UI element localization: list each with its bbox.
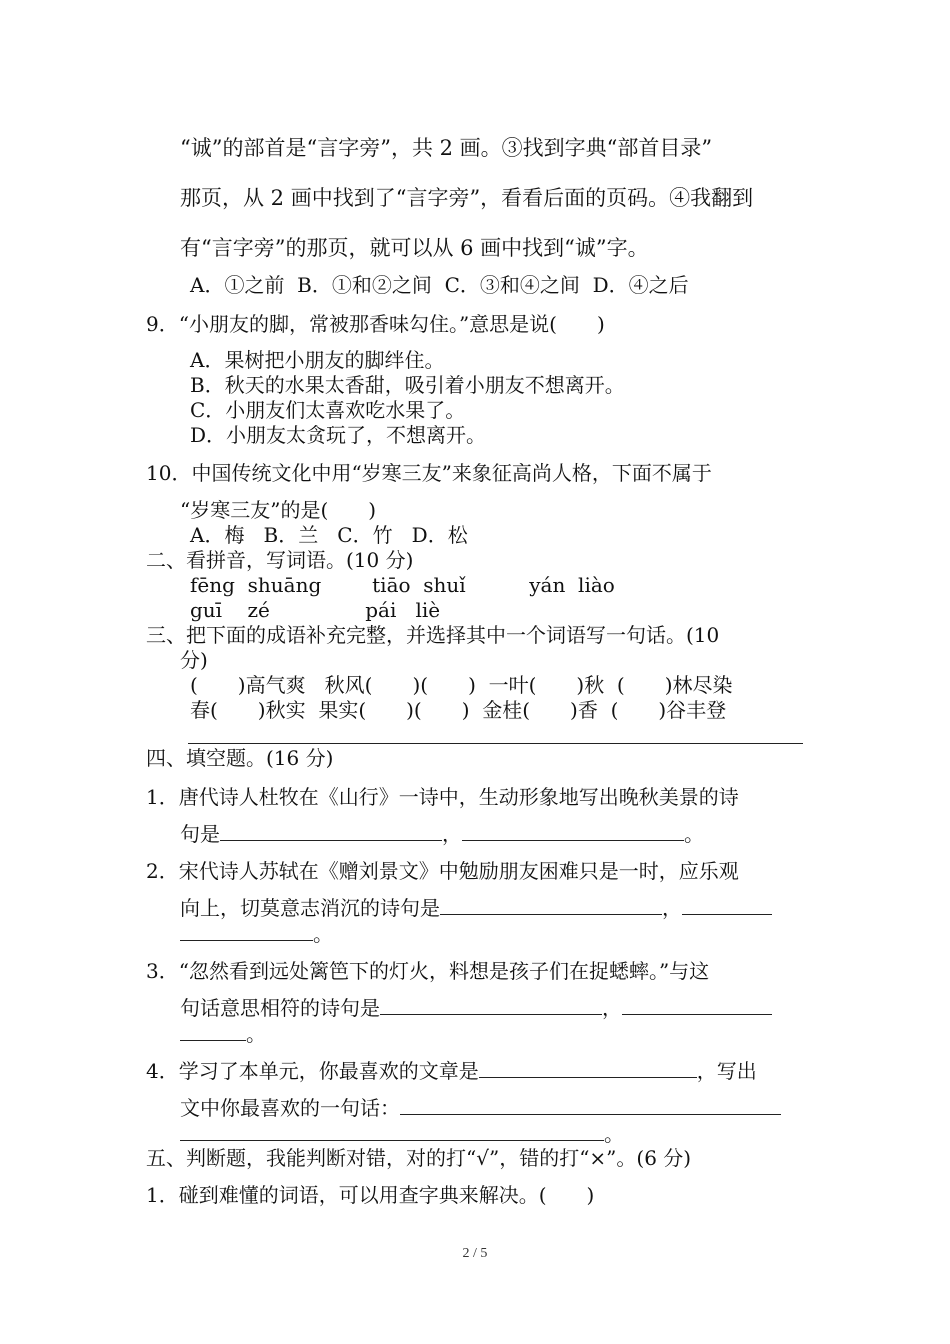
s4-q2-blank-1[interactable] <box>440 896 662 915</box>
q10-stem-line-2: “岁寒三友”的是( ) <box>180 498 377 522</box>
s4-q3-blank-1[interactable] <box>380 996 602 1015</box>
s4-q4-blank-2-cont[interactable] <box>180 1122 604 1141</box>
s4-q4-period: 。 <box>604 1122 624 1146</box>
s4-q4-line-2 <box>180 1096 781 1120</box>
s4-q1-comma: ， <box>442 822 462 846</box>
q10-options: A．梅 B．兰 C．竹 D．松 <box>190 523 468 547</box>
q9-option-b: B．秋天的水果太香甜，吸引着小朋友不想离开。 <box>190 373 625 397</box>
s4-q1-prefix: 句是 <box>180 822 220 846</box>
s4-q4-prefix: 4．学习了本单元，你最喜欢的文章是 <box>146 1059 479 1083</box>
section-4-heading: 四、填空题。(16 分) <box>146 746 334 770</box>
section-3-heading-cont: 分) <box>180 648 208 672</box>
s4-q2-blank-2-cont[interactable] <box>180 922 313 941</box>
s4-q2-prefix: 向上，切莫意志消沉的诗句是 <box>180 896 440 920</box>
s4-q2-line-1: 2．宋代诗人苏轼在《赠刘景文》中勉励朋友困难只是一时，应乐观 <box>146 859 739 883</box>
s4-q2-period: 。 <box>313 922 333 946</box>
sentence-answer-line[interactable] <box>188 743 803 744</box>
s5-q1: 1．碰到难懂的词语，可以用查字典来解决。( ) <box>146 1183 595 1207</box>
s4-q2-comma: ， <box>662 896 682 920</box>
idiom-row-2: 春( )秋实 果实( )( ) 金桂( )香 ( )谷丰登 <box>190 698 727 722</box>
s4-q4-suffix: ，写出 <box>696 1059 757 1083</box>
s4-q4-line-3 <box>180 1122 624 1146</box>
s4-q1-blank-1[interactable] <box>220 822 442 841</box>
q9-option-d: D．小朋友太贪玩了，不想离开。 <box>190 423 487 447</box>
q8-text-line-1: “诚”的部首是“言字旁”，共 2 画。③找到字典“部首目录” <box>180 136 713 160</box>
idiom-row-1: ( )高气爽 秋风( )( ) 一叶( )秋 ( )林尽染 <box>190 673 733 697</box>
s4-q3-blank-2-cont[interactable] <box>180 1022 246 1041</box>
q10-stem-line-1: 10．中国传统文化中用“岁寒三友”来象征高尚人格，下面不属于 <box>146 461 712 485</box>
s4-q4-line-1 <box>146 1059 757 1083</box>
section-5-heading: 五、判断题，我能判断对错，对的打“√”，错的打“×”。(6 分) <box>146 1146 692 1170</box>
s4-q3-line-3 <box>180 1022 266 1046</box>
s4-q1-line-2 <box>180 822 704 846</box>
page-number: 2 / 5 <box>462 1246 488 1261</box>
section-2-heading: 二、看拼音，写词语。(10 分) <box>146 548 414 572</box>
s4-q3-blank-2[interactable] <box>622 996 772 1015</box>
s4-q3-line-1: 3．“忽然看到远处篱笆下的灯火，料想是孩子们在捉蟋蟀。”与这 <box>146 959 710 983</box>
s4-q4-blank-2[interactable] <box>400 1096 781 1115</box>
s4-q3-comma: ， <box>602 996 622 1020</box>
section-3-heading: 三、把下面的成语补充完整，并选择其中一个词语写一句话。(10 <box>146 623 720 647</box>
s4-q3-line-2 <box>180 996 772 1020</box>
s4-q4-prompt: 文中你最喜欢的一句话： <box>180 1096 400 1120</box>
s4-q1-blank-2[interactable] <box>462 822 684 841</box>
s4-q4-blank-1[interactable] <box>479 1059 697 1078</box>
s4-q2-line-3 <box>180 922 333 946</box>
pinyin-row-1: fēng shuāng tiāo shuǐ yán liào <box>190 573 615 597</box>
q9-option-c: C．小朋友们太喜欢吃水果了。 <box>190 398 466 422</box>
q9-option-a: A．果树把小朋友的脚绊住。 <box>190 348 445 372</box>
pinyin-row-2: guī zé pái liè <box>190 598 441 622</box>
s4-q3-prefix: 句话意思相符的诗句是 <box>180 996 380 1020</box>
s4-q2-blank-2[interactable] <box>682 896 772 915</box>
s4-q1-line-1: 1．唐代诗人杜牧在《山行》一诗中，生动形象地写出晚秋美景的诗 <box>146 785 739 809</box>
s4-q2-line-2 <box>180 896 772 920</box>
q9-stem: 9．“小朋友的脚，常被那香味勾住。”意思是说( ) <box>146 312 605 336</box>
q8-options: A．①之前 B．①和②之间 C．③和④之间 D．④之后 <box>190 273 689 297</box>
q8-text-line-2: 那页，从 2 画中找到了“言字旁”，看看后面的页码。④我翻到 <box>180 186 754 210</box>
s4-q3-period: 。 <box>246 1022 266 1046</box>
s4-q1-period: 。 <box>684 822 704 846</box>
q8-text-line-3: 有“言字旁”的那页，就可以从 6 画中找到“诚”字。 <box>180 236 649 260</box>
